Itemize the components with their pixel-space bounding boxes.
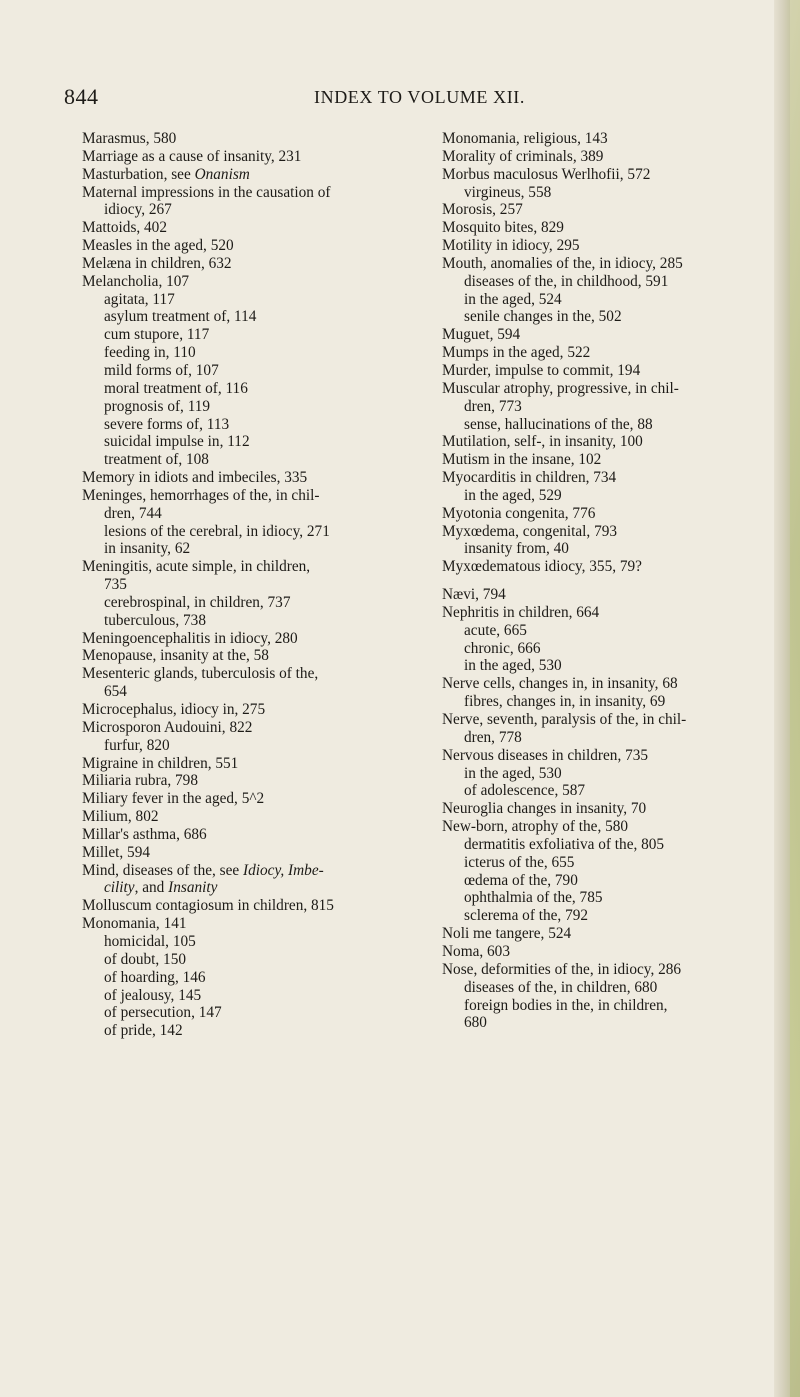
index-subentry: mild forms of, 107 [104,361,219,379]
running-head: INDEX TO VOLUME XII. [314,87,525,107]
index-subentry: senile changes in the, 502 [464,308,622,326]
index-entry: Meningoencephalitis in idiocy, 280 [82,629,298,647]
index-subentry: in the aged, 529 [464,486,562,504]
index-entry: Motility in idiocy, 295 [442,237,580,255]
index-subentry: cility, and Insanity [104,879,218,897]
index-entry: Myocarditis in children, 734 [442,469,617,487]
index-column-right [442,130,777,1032]
index-entry: Nævi, 794 [442,586,506,604]
index-entry: Monomania, 141 [82,915,187,933]
index-entry: Nose, deformities of the, in idiocy, 286 [442,960,682,978]
index-entry: Murder, impulse to commit, 194 [442,361,641,379]
index-subentry: dren, 773 [464,397,522,415]
page-edge-tint [790,0,800,1397]
index-subentry: asylum treatment of, 114 [104,308,257,326]
index-subentry: dren, 778 [464,728,522,746]
index-subentry: acute, 665 [464,621,527,639]
index-subentry: tuberculous, 738 [104,611,206,629]
index-subentry: dren, 744 [104,504,162,522]
index-entry: Miliaria rubra, 798 [82,772,198,790]
index-subentry: diseases of the, in children, 680 [464,978,658,996]
index-column-left [82,130,422,1040]
index-subentry: treatment of, 108 [104,451,209,469]
index-entry: Marriage as a cause of insanity, 231 [82,147,302,165]
index-subentry: ophthalmia of the, 785 [464,889,603,907]
index-subentry: diseases of the, in childhood, 591 [464,272,669,290]
index-entry: Mutism in the insane, 102 [442,451,602,469]
index-entry: Milium, 802 [82,808,159,826]
index-entry: Molluscum contagiosum in children, 815 [82,897,334,915]
index-subentry: of hoarding, 146 [104,968,206,986]
index-entry: Nerve cells, changes in, in insanity, 68 [442,675,678,693]
index-entry: Morbus maculosus Werlhofii, 572 [442,165,651,183]
index-entry: Muguet, 594 [442,326,521,344]
index-subentry: sclerema of the, 792 [464,907,589,925]
index-subentry: fibres, changes in, in insanity, 69 [464,693,666,711]
index-entry: Nervous diseases in children, 735 [442,746,649,764]
index-entry: Mattoids, 402 [82,219,167,237]
index-entry: Noli me tangere, 524 [442,925,572,943]
index-entry: Myxœdema, congenital, 793 [442,522,618,540]
index-subentry: virgineus, 558 [464,183,552,201]
index-subentry: 654 [104,683,127,701]
index-subentry: insanity from, 40 [464,540,569,558]
index-subentry: in insanity, 62 [104,540,191,558]
index-entry: Myxœdematous idiocy, 355, 79? [442,558,642,576]
index-subentry: œdema of the, 790 [464,871,578,889]
index-subentry: of pride, 142 [104,1022,183,1040]
index-entry: Mosquito bites, 829 [442,219,564,237]
index-entry: New-born, atrophy of the, 580 [442,818,629,836]
index-entry: Marasmus, 580 [82,130,177,147]
index-subentry: suicidal impulse in, 112 [104,433,250,451]
index-subentry: 735 [104,576,127,594]
index-entry: Nephritis in children, 664 [442,603,600,621]
index-subentry: foreign bodies in the, in children, [464,996,668,1014]
index-entry: Meningitis, acute simple, in children, [82,558,311,576]
index-subentry: cerebrospinal, in children, 737 [104,593,291,611]
index-entry: Mutilation, self-, in insanity, 100 [442,433,643,451]
index-subentry: in the aged, 530 [464,764,562,782]
index-entry: Mesenteric glands, tuberculosis of the, [82,665,319,683]
index-entry: Migraine in children, 551 [82,754,239,772]
index-entry: Morality of criminals, 389 [442,147,604,165]
index-entry: Mouth, anomalies of the, in idiocy, 285 [442,254,683,272]
section-gap [442,576,777,586]
index-entry: Noma, 603 [442,942,510,960]
index-entry: Mind, diseases of the, see Idiocy, Imbe- [82,861,324,879]
page-header [64,84,704,110]
index-subentry: furfur, 820 [104,736,170,754]
index-subentry: sense, hallucinations of the, 88 [464,415,653,433]
index-entry: Millar's asthma, 686 [82,825,207,843]
index-subentry: of doubt, 150 [104,950,187,968]
index-subentry: idiocy, 267 [104,201,172,219]
index-entry: Myotonia congenita, 776 [442,504,596,522]
index-subentry: 680 [464,1014,487,1032]
index-entry: Mumps in the aged, 522 [442,344,591,362]
index-entry: Menopause, insanity at the, 58 [82,647,269,665]
index-entry: Meninges, hemorrhages of the, in chil- [82,486,320,504]
index-subentry: prognosis of, 119 [104,397,211,415]
index-entry: Measles in the aged, 520 [82,237,234,255]
index-subentry: icterus of the, 655 [464,853,575,871]
index-entry: Melancholia, 107 [82,272,190,290]
index-entry: Millet, 594 [82,843,150,861]
index-subentry: feeding in, 110 [104,344,196,362]
index-subentry: in the aged, 530 [464,657,562,675]
index-entry: Miliary fever in the aged, 5^2 [82,790,265,808]
index-entry: Nerve, seventh, paralysis of the, in chil- [442,711,687,728]
index-subentry: in the aged, 524 [464,290,562,308]
index-subentry: severe forms of, 113 [104,415,230,433]
index-subentry: homicidal, 105 [104,932,196,950]
index-entry: Melæna in children, 632 [82,254,232,272]
index-entry: Neuroglia changes in insanity, 70 [442,800,647,818]
index-entry: Muscular atrophy, progressive, in chil- [442,379,679,397]
index-entry: Memory in idiots and imbeciles, 335 [82,469,308,487]
index-entry: Microcephalus, idiocy in, 275 [82,701,266,718]
index-entry: Microsporon Audouini, 822 [82,718,253,736]
index-subentry: of jealousy, 145 [104,986,202,1004]
index-subentry: chronic, 666 [464,639,541,657]
index-subentry: cum stupore, 117 [104,326,210,344]
index-subentry: of adolescence, 587 [464,782,586,800]
index-subentry: moral treatment of, 116 [104,379,248,397]
index-entry: Masturbation, see Onanism [82,165,250,183]
page-number: 844 [64,84,99,109]
index-entry: Monomania, religious, 143 [442,130,608,147]
index-subentry: of persecution, 147 [104,1004,222,1022]
index-subentry: agitata, 117 [104,290,175,308]
index-entry: Morosis, 257 [442,201,523,219]
index-subentry: lesions of the cerebral, in idiocy, 271 [104,522,330,540]
index-subentry: dermatitis exfoliativa of the, 805 [464,835,665,853]
index-entry: Maternal impressions in the causation of [82,183,331,201]
